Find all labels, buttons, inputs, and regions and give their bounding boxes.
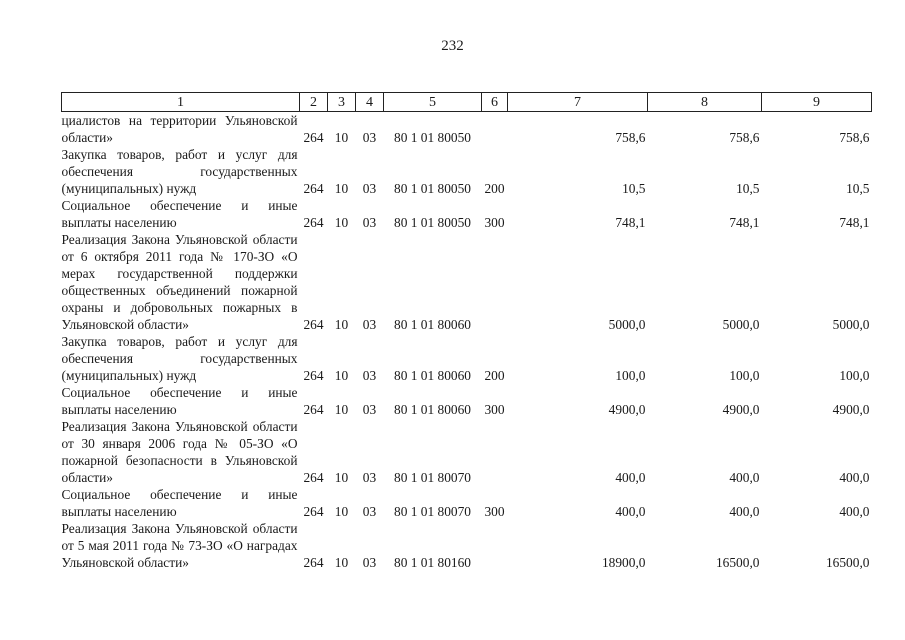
row-code-5: 80 1 01 80070: [394, 470, 471, 485]
row-value-9: 10,5: [846, 181, 870, 196]
row-value-8: 4900,0: [722, 402, 760, 417]
table-row: [62, 520, 872, 571]
col-header: 9: [762, 93, 872, 112]
row-value-9: 16500,0: [825, 555, 870, 570]
row-name: Реализация Закона Ульяновской области от 6 октября 2011 года № 170-ЗО «О мерах государственной поддержки общественных объединений пожарной охраны и добровольных пожарных в Ульяновской области»: [61, 232, 298, 332]
row-code-6: 200: [484, 368, 505, 383]
budget-table: [61, 92, 872, 571]
row-code-5: 80 1 01 80050: [394, 181, 471, 196]
row-name: Реализация Закона Ульяновской области от 30 января 2006 года № 05-ЗО «О пожарной безопасности в Ульяновской области»: [61, 419, 298, 485]
row-value-8: 10,5: [736, 181, 760, 196]
row-code-4: 03: [362, 130, 377, 145]
row-code-6: 200: [484, 181, 505, 196]
row-value-9: 400,0: [839, 504, 870, 519]
row-value-7: 10,5: [622, 181, 646, 196]
row-value-8: 16500,0: [715, 555, 760, 570]
row-code-5: 80 1 01 80050: [394, 215, 471, 230]
row-code-6: [482, 231, 508, 333]
table-row: [62, 384, 872, 418]
row-code-6: [482, 418, 508, 486]
col-header: 7: [508, 93, 648, 112]
row-code-2: 264: [303, 181, 324, 196]
row-code-2: 264: [303, 130, 324, 145]
row-code-4: 03: [362, 470, 377, 485]
row-value-7: 400,0: [615, 504, 646, 519]
row-value-9: 5000,0: [832, 317, 870, 332]
col-header: 4: [356, 93, 384, 112]
col-header: 5: [384, 93, 482, 112]
row-value-7: 758,6: [615, 130, 646, 145]
row-code-3: 10: [334, 504, 349, 519]
row-code-4: 03: [362, 368, 377, 383]
row-code-5: 80 1 01 80160: [394, 555, 471, 570]
row-code-2: 264: [303, 215, 324, 230]
row-code-4: 03: [362, 181, 377, 196]
row-value-9: 758,6: [839, 130, 870, 145]
row-code-4: 03: [362, 317, 377, 332]
row-value-7: 748,1: [615, 215, 646, 230]
row-name: Социальное обеспечение и иные выплаты населению: [61, 487, 298, 519]
col-header: 2: [300, 93, 328, 112]
row-code-3: 10: [334, 181, 349, 196]
row-code-2: 264: [303, 470, 324, 485]
row-code-6: 300: [484, 215, 505, 230]
row-code-6: 300: [484, 504, 505, 519]
row-name: Закупка товаров, работ и услуг для обеспечения государственных (муниципальных) нужд: [61, 147, 298, 196]
row-name: Закупка товаров, работ и услуг для обеспечения государственных (муниципальных) нужд: [61, 334, 298, 383]
table-row: [62, 112, 872, 147]
col-header: 8: [648, 93, 762, 112]
row-code-3: 10: [334, 215, 349, 230]
col-header: 1: [62, 93, 300, 112]
row-value-8: 748,1: [729, 215, 760, 230]
row-code-3: 10: [334, 470, 349, 485]
row-code-3: 10: [334, 402, 349, 417]
row-value-8: 400,0: [729, 470, 760, 485]
row-code-5: 80 1 01 80060: [394, 368, 471, 383]
row-code-4: 03: [362, 555, 377, 570]
row-code-2: 264: [303, 317, 324, 332]
row-code-3: 10: [334, 130, 349, 145]
row-value-7: 5000,0: [608, 317, 646, 332]
row-code-5: 80 1 01 80060: [394, 402, 471, 417]
row-value-9: 400,0: [839, 470, 870, 485]
header-row: [62, 93, 872, 112]
row-value-9: 748,1: [839, 215, 870, 230]
row-name: Реализация Закона Ульяновской области от 5 мая 2011 года № 73-ЗО «О наградах Ульяновской области»: [61, 521, 298, 570]
row-value-8: 100,0: [729, 368, 760, 383]
row-code-6: [482, 112, 508, 147]
row-code-2: 264: [303, 504, 324, 519]
row-code-4: 03: [362, 215, 377, 230]
row-code-2: 264: [303, 368, 324, 383]
row-value-9: 4900,0: [832, 402, 870, 417]
row-code-5: 80 1 01 80050: [394, 130, 471, 145]
row-value-7: 4900,0: [608, 402, 646, 417]
row-name: Социальное обеспечение и иные выплаты населению: [61, 385, 298, 417]
table-row: [62, 197, 872, 231]
row-code-3: 10: [334, 368, 349, 383]
row-value-7: 18900,0: [601, 555, 646, 570]
table-row: [62, 231, 872, 333]
page-number: 232: [441, 38, 464, 54]
row-code-2: 264: [303, 555, 324, 570]
row-value-7: 100,0: [615, 368, 646, 383]
col-header: 6: [482, 93, 508, 112]
row-code-3: 10: [334, 555, 349, 570]
row-code-3: 10: [334, 317, 349, 332]
row-value-8: 5000,0: [722, 317, 760, 332]
row-value-8: 758,6: [729, 130, 760, 145]
row-code-4: 03: [362, 402, 377, 417]
table-row: [62, 418, 872, 486]
row-name: Социальное обеспечение и иные выплаты населению: [61, 198, 298, 230]
row-code-6: 300: [484, 402, 505, 417]
row-value-8: 400,0: [729, 504, 760, 519]
row-code-2: 264: [303, 402, 324, 417]
row-value-9: 100,0: [839, 368, 870, 383]
row-code-5: 80 1 01 80070: [394, 504, 471, 519]
table-row: [62, 333, 872, 384]
row-code-5: 80 1 01 80060: [394, 317, 471, 332]
row-code-6: [482, 520, 508, 571]
table-row: [62, 146, 872, 197]
row-code-4: 03: [362, 504, 377, 519]
row-value-7: 400,0: [615, 470, 646, 485]
row-name: циалистов на территории Ульяновской области»: [61, 113, 298, 145]
col-header: 3: [328, 93, 356, 112]
table-row: [62, 486, 872, 520]
